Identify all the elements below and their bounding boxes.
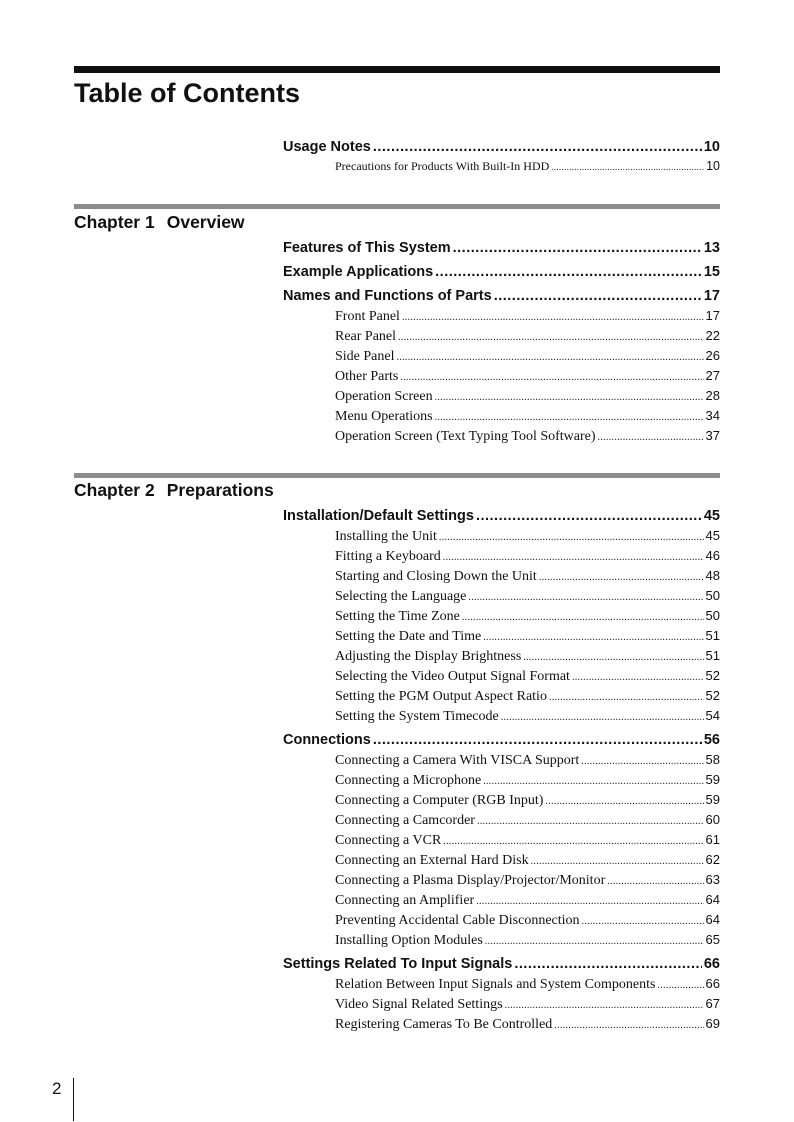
chapter-name: Overview [166,212,245,232]
dot-leader [443,548,704,568]
toc-page-number: 60 [705,812,720,827]
toc-page-number: 45 [703,508,720,524]
toc-subentry-label: Relation Between Input Signals and System Components [335,977,656,992]
toc-subentry[interactable] [335,850,720,870]
toc-subentry[interactable] [335,666,720,686]
title-rule [74,66,720,73]
chapter-1-heading [74,211,245,233]
dot-leader [400,368,703,388]
toc-page-number: 28 [705,388,720,403]
chapter-1-rule [74,204,720,209]
toc-subentry[interactable] [335,910,720,930]
dot-leader [435,388,704,408]
dot-leader [485,932,704,952]
toc-section-label: Features of This System [283,240,451,256]
toc-subentry-label: Preventing Accidental Cable Disconnection [335,913,580,928]
toc-subentry-label: Operation Screen (Text Typing Tool Software) [335,429,596,444]
toc-page-number: 54 [705,708,720,723]
chapter-2-rule [74,473,720,478]
toc-subentry[interactable] [335,306,720,326]
toc-page-number: 61 [705,832,720,847]
dot-leader [397,348,704,368]
toc-subentry[interactable] [335,566,720,586]
toc-page-number: 27 [705,368,720,383]
toc-section-label: Usage Notes [283,139,371,155]
dot-leader [476,506,702,526]
toc-section-label: Connections [283,732,371,748]
toc-subentry[interactable] [335,546,720,566]
toc-subentry-label: Selecting the Language [335,589,467,604]
toc-page-number: 59 [705,772,720,787]
toc-page-number: 67 [705,996,720,1011]
toc-subentry[interactable] [335,790,720,810]
dot-leader [483,772,703,792]
toc-page-number: 17 [703,288,720,304]
toc-subentry-label: Side Panel [335,349,395,364]
toc-subentry[interactable] [335,810,720,830]
dot-leader [476,892,703,912]
dot-leader [435,262,702,282]
toc-subentry[interactable] [335,386,720,406]
toc-page-number: 56 [703,732,720,748]
toc-subentry-label: Setting the Time Zone [335,609,460,624]
dot-leader [453,238,702,258]
toc-subentry-label: Installing Option Modules [335,933,483,948]
toc-subentry-label: Fitting a Keyboard [335,549,441,564]
toc-section-features[interactable] [283,238,720,258]
toc-page-number: 10 [703,139,720,155]
toc-subentry-label: Setting the Date and Time [335,629,482,644]
toc-page-number: 66 [705,976,720,991]
dot-leader [607,872,703,892]
dot-leader [549,688,704,708]
toc-subentry[interactable] [335,994,720,1014]
toc-page-number: 15 [703,264,720,280]
toc-subentry[interactable] [335,750,720,770]
front-matter-toc [283,137,720,175]
dot-leader [477,812,704,832]
toc-page-number: 52 [705,668,720,683]
toc-page-number: 64 [705,892,720,907]
toc-subentry-label: Connecting a Microphone [335,773,482,788]
dot-leader [531,852,704,872]
toc-page-number: 64 [705,912,720,927]
toc-subentry-label: Front Panel [335,309,400,324]
toc-page-number: 59 [705,792,720,807]
toc-subentry[interactable] [335,830,720,850]
toc-page-number: 66 [703,956,720,972]
toc-section-connections[interactable] [283,730,720,750]
toc-page-number: 17 [705,308,720,323]
toc-page-number: 34 [705,408,720,423]
dot-leader [483,628,703,648]
toc-subentry[interactable] [335,526,720,546]
toc-subentry-label: Operation Screen [335,389,433,404]
dot-leader [539,568,704,588]
toc-subentry[interactable] [335,586,720,606]
dot-leader [494,286,702,306]
toc-section-label: Example Applications [283,264,434,280]
toc-page-number: 51 [705,628,720,643]
chapter-name: Preparations [166,480,274,500]
toc-subentry[interactable] [335,626,720,646]
toc-page-number: 50 [705,588,720,603]
dot-leader [598,428,704,448]
toc-page-number: 13 [703,240,720,256]
toc-subentry-label: Connecting a Camcorder [335,813,475,828]
page-number: 2 [52,1079,62,1098]
toc-subentry-label: Connecting an Amplifier [335,893,475,908]
toc-page-number: 50 [705,608,720,623]
toc-subentry[interactable] [335,366,720,386]
toc-subentry[interactable] [335,930,720,950]
toc-subentry[interactable] [335,406,720,426]
toc-subentry-label: Adjusting the Display Brightness [335,649,522,664]
dot-leader [435,408,704,428]
toc-page-number: 62 [705,852,720,867]
chapter-number: Chapter 1 [74,212,155,232]
toc-subentry[interactable] [335,686,720,706]
dot-leader [514,954,702,974]
toc-subentry-label: Connecting a VCR [335,833,442,848]
chapter-2-heading [74,479,274,501]
toc-subentry-label: Connecting a Plasma Display/Projector/Monitor [335,873,606,888]
toc-subentry[interactable] [335,157,720,175]
chapter-1-toc [283,238,720,446]
toc-section-installation[interactable] [283,506,720,526]
toc-subentry[interactable] [335,606,720,626]
dot-leader [468,588,703,608]
toc-subentry-label: Setting the PGM Output Aspect Ratio [335,689,547,704]
dot-leader [398,328,704,348]
toc-page-number: 51 [705,648,720,663]
dot-leader [581,752,703,772]
toc-page-number: 65 [705,932,720,947]
toc-page-number: 63 [705,872,720,887]
toc-subentry-label: Rear Panel [335,329,397,344]
toc-subentry[interactable] [335,346,720,366]
toc-subentry[interactable] [335,426,720,446]
dot-leader [373,730,702,750]
toc-page-number: 37 [705,428,720,443]
toc-subentry-label: Menu Operations [335,409,433,424]
toc-subentry-label: Video Signal Related Settings [335,997,503,1012]
toc-section-label: Names and Functions of Parts [283,288,492,304]
toc-subentry-label: Registering Cameras To Be Controlled [335,1017,553,1032]
toc-section-label: Settings Related To Input Signals [283,956,513,972]
toc-page-number: 45 [705,528,720,543]
dot-leader [462,608,704,628]
toc-subentry-label: Connecting a Computer (RGB Input) [335,793,544,808]
dot-leader [554,1016,703,1036]
dot-leader [443,832,703,852]
toc-subentry-label: Installing the Unit [335,529,437,544]
toc-subentry-label: Connecting a Camera With VISCA Support [335,753,580,768]
toc-section-input-signals[interactable] [283,954,720,974]
toc-subentry-label: Connecting an External Hard Disk [335,853,529,868]
toc-subentry[interactable] [335,326,720,346]
dot-leader [373,137,702,157]
dot-leader [572,668,704,688]
toc-section-usage-notes[interactable] [283,137,720,157]
dot-leader [523,648,703,668]
toc-subentry-label: Precautions for Products With Built-In HDD [335,159,550,173]
toc-page-number: 69 [705,1016,720,1031]
dot-leader [545,792,703,812]
toc-subentry[interactable] [335,870,720,890]
toc-page-number: 22 [705,328,720,343]
dot-leader [505,996,704,1016]
dot-leader [551,158,704,176]
chapter-number: Chapter 2 [74,480,155,500]
toc-page-number: 58 [705,752,720,767]
toc-page-number: 26 [705,348,720,363]
chapter-2-toc [283,506,720,1034]
dot-leader [582,912,704,932]
toc-page-number: 10 [706,159,720,173]
toc-page-number: 48 [705,568,720,583]
toc-subentry-label: Starting and Closing Down the Unit [335,569,537,584]
dot-leader [501,708,704,728]
page-title: Table of Contents [74,78,300,108]
toc-subentry[interactable] [335,770,720,790]
dot-leader [402,308,704,328]
toc-subentry[interactable] [335,646,720,666]
toc-subentry[interactable] [335,974,720,994]
toc-subentry[interactable] [335,706,720,726]
dot-leader [657,976,703,996]
toc-section-example-applications[interactable] [283,262,720,282]
toc-subentry-label: Other Parts [335,369,399,384]
toc-subentry-label: Selecting the Video Output Signal Format [335,669,570,684]
toc-page-number: 46 [705,548,720,563]
toc-subentry[interactable] [335,1014,720,1034]
toc-subentry-label: Setting the System Timecode [335,709,499,724]
toc-section-label: Installation/Default Settings [283,508,474,524]
dot-leader [439,528,704,548]
folio-rule [73,1078,74,1121]
toc-page-number: 52 [705,688,720,703]
toc-section-names-and-functions[interactable] [283,286,720,306]
toc-subentry[interactable] [335,890,720,910]
